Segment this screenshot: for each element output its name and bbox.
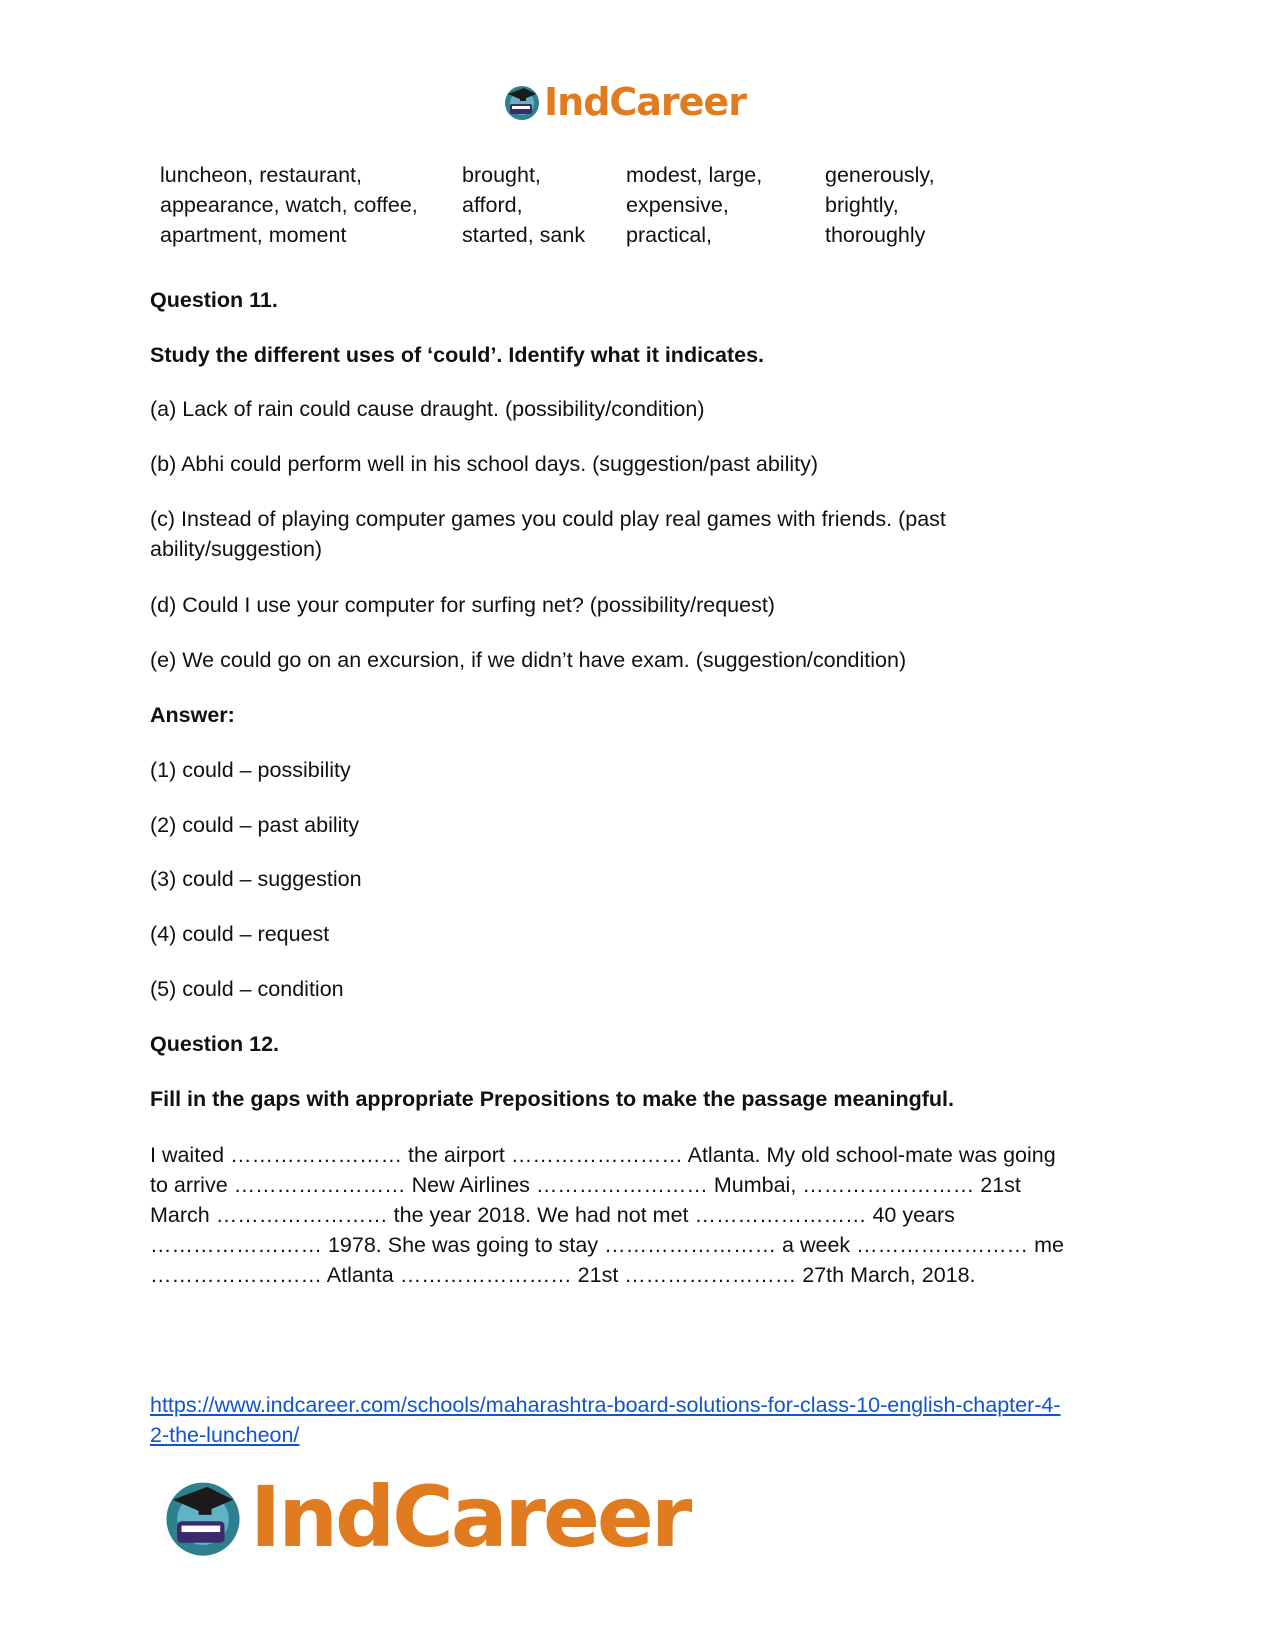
footer-logo (160, 1468, 689, 1566)
word-cell: brought, (462, 163, 541, 187)
logo-wordmark: IndCareer (250, 1468, 690, 1566)
passage-line-4: …………………… 1978. She was going to stay …………………… a week …………………… me (150, 1233, 1064, 1257)
passage-line-3: March …………………… the year 2018. We had not met …………………… 40 years (150, 1203, 955, 1227)
word-cell: brightly, (825, 193, 899, 217)
answer-item-2: (2) could – past ability (150, 813, 360, 837)
word-column-adjectives (626, 160, 762, 250)
word-cell: appearance, watch, coffee, (160, 193, 418, 217)
question-item-d: (d) Could I use your computer for surfing net? (possibility/request) (150, 593, 775, 617)
source-link-line-2[interactable]: 2-the-luncheon/ (150, 1423, 300, 1447)
answer-item-4: (4) could – request (150, 922, 330, 946)
passage-line-1: I waited …………………… the airport …………………… Atlanta. My old school-mate was going (150, 1143, 1056, 1167)
word-column-adverbs (825, 160, 935, 250)
answer-item-1: (1) could – possibility (150, 758, 351, 782)
word-column-verbs (462, 160, 585, 250)
question-item-c-continued: ability/suggestion) (150, 537, 323, 561)
passage-line-5: …………………… Atlanta …………………… 21st …………………… 27th March, 2018. (150, 1263, 976, 1287)
logo-wordmark: IndCareer (544, 80, 746, 124)
question-12-instruction: Fill in the gaps with appropriate Prepositions to make the passage meaningful. (150, 1087, 955, 1111)
question-item-b: (b) Abhi could perform well in his school days. (suggestion/past ability) (150, 452, 819, 476)
word-cell: apartment, moment (160, 223, 347, 247)
graduate-book-logo-icon (160, 1474, 246, 1560)
word-cell: practical, (626, 223, 713, 247)
answer-label: Answer: (150, 703, 235, 727)
question-item-a: (a) Lack of rain could cause draught. (possibility/condition) (150, 397, 705, 421)
word-cell: expensive, (626, 193, 729, 217)
word-cell: started, sank (462, 223, 586, 247)
graduate-book-logo-icon (502, 82, 542, 122)
word-cell: luncheon, restaurant, (160, 163, 362, 187)
answer-item-5: (5) could – condition (150, 977, 344, 1001)
word-cell: modest, large, (626, 163, 763, 187)
question-item-e: (e) We could go on an excursion, if we didn’t have exam. (suggestion/condition) (150, 648, 907, 672)
word-cell: generously, (825, 163, 935, 187)
question-11-heading: Question 11. (150, 288, 278, 312)
passage-line-2: to arrive …………………… New Airlines …………………… Mumbai, …………………… 21st (150, 1173, 1021, 1197)
word-cell: thoroughly (825, 223, 926, 247)
word-cell: afford, (462, 193, 523, 217)
question-11-instruction: Study the different uses of ‘could’. Identify what it indicates. (150, 343, 765, 367)
question-item-c: (c) Instead of playing computer games you could play real games with friends. (past (150, 507, 946, 531)
source-link-line-1[interactable]: https://www.indcareer.com/schools/maharashtra-board-solutions-for-class-10-english-chapter-4- (150, 1393, 1061, 1417)
question-12-heading: Question 12. (150, 1032, 280, 1056)
word-column-nouns (160, 160, 418, 250)
answer-item-3: (3) could – suggestion (150, 867, 362, 891)
header-logo (502, 80, 746, 124)
